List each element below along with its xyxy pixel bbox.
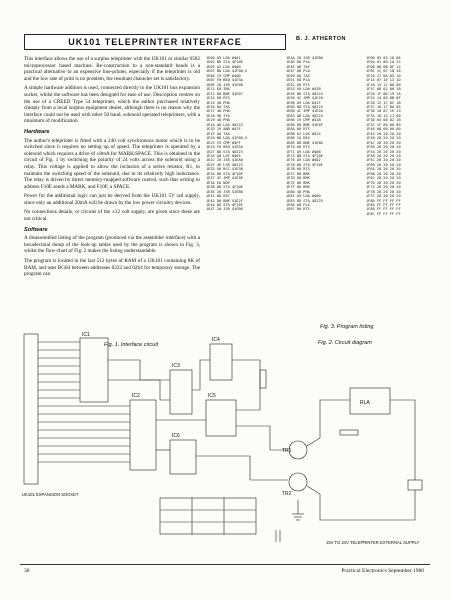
publication-footer: Practical Electronics September 1980 [341, 568, 424, 574]
paragraph: The program is located in the last 512 bytes of RAM of a UK101 containing 8K of RAM, and uses BG84 between addresses 0222 and 0264 for temporary storage. The program can [24, 258, 200, 278]
tr1-label: TR1 [282, 448, 292, 454]
expansion-socket-label: UK101 EXPANSION SOCKET [22, 492, 79, 497]
paragraph: No connections details, or circuits of the ±12 volt supply, are given since these are not critical. [24, 209, 200, 223]
tr2-transistor [289, 473, 307, 491]
resistor [260, 370, 266, 388]
listing-column-3: 1F00 05 03 18 0E 1F04 01 0D 1A 14 1F08 06 0B 0F 12 1F0C 1C 0C 18 16 1F10 17 0A 05 10 1F14 07 1E 13 1D 1F18 15 11 00 00 1F1C 08 02 00 1B 1F20 1F 0D 19 1A 1F24 14 06 0B 0F 1F28 12 1C 0C 18 1F2C 16 17 0A 05 1F30 10 07 1E 13 1F34 1D 15 11 00 1F38 04 08 02 1B 1F3C 1F 00 00 00 1F40 00 00 00 00 1F44 20 20 20 20 1F48 20 20 20 20 1F4C 20 20 20 20 1F50 20 20 20 20 1F54 20 20 20 20 1F58 20 20 20 20 1F5C 20 20 20 20 1F60 20 20 20 20 1F64 20 20 20 20 1F68 20 20 20 20 1F6C 20 20 20 20 1F70 20 20 20 20 1F74 20 20 20 20 1F78 20 20 20 20 1F7C 20 20 20 20 1F80 FF FF FF FF 1F84 FF FF FF FF 1F88 FF FF FF FF 1F8C FF FF FF FF [366, 56, 401, 216]
paragraph: A disassembled listing of the program (produced via the assembler interface) with a hexadecimal dump of the look-up tables used by the program is shown in Fig. 3, whilst the flow-chart of Fig. 2 makes the listing understandable. [24, 235, 200, 255]
footer-rule [20, 564, 430, 565]
expansion-socket [24, 334, 38, 484]
resistor [340, 430, 358, 435]
section-heading-software: Software [24, 226, 48, 233]
section-heading-hardware: Hardware [24, 128, 50, 135]
ic6-chip [170, 440, 196, 474]
interface-schematic [20, 330, 440, 568]
tr2-label: TR2 [282, 491, 292, 497]
figure-caption-circuit: Fig. 2. Circuit diagram [318, 340, 372, 346]
ic5-label: IC5 [208, 393, 216, 399]
ic3-label: IC3 [172, 363, 180, 369]
paragraph: A simple hardware addition is used, connected directly to the UK101 bus expansion socket, whilst the software has been designed for ease of use. Description centres on the use of a CREED Type 54 teleprinter, which the author purchased relatively cheaply from a local surplus equipment dealer, although there is no reason why the interface could not be used with other 50 baud, solenoid operated teleprinters, with a minimum of modification. [24, 85, 200, 125]
page-number: 38 [24, 568, 30, 574]
article-body [24, 56, 200, 281]
relay-label: RLA [360, 400, 370, 406]
figure-caption-interface: Fig. 1. Interface circuit [104, 342, 159, 348]
article-author: B. J. ATHERTON [296, 36, 346, 42]
figure-caption-listing: Fig. 3. Program listing [320, 324, 374, 330]
ic6-label: IC6 [172, 433, 180, 439]
listing-column-1: 1E00 A9 LDA #$01 1E02 8D STA $F10E 1E05 A2 LDX #$00 1E07 BD LDA $1F00,X 1E0A C9 CMP #$0D 1E0C F0 BEQ $1E3A 1E0E 20 JSR $1E80 1E11 E8 INX 1E12 D0 BNE $1E07 1E14 60 RTS 1E15 48 PHA 1E16 8A TXA 1E17 48 PHA 1E18 98 TYA 1E19 48 PHA 1E1A AD LDA $0222 1E1D 29 AND #$7F 1E1F AA TAX 1E20 BD LDA $1F80,X 1E23 C9 CMP #$FF 1E25 F0 BEQ $1E5A 1E27 8D STA $0223 1E2A A0 LDY #$05 1E2C 20 JSR $1EA0 1E2F 4E LSR $0223 1E32 90 BCC $1E3B 1E34 8D STA $F10F 1E37 4C JMP $1E3E 1E3A EA NOP 1E3B 8D STA $F10E 1E3E 20 JSR $1EB0 1E41 88 DEY 1E42 D0 BNE $1E2F 1E44 8D STA $F10F 1E47 20 JSR $1EB0 [206, 56, 248, 212]
ic1-label: IC1 [82, 332, 90, 338]
ic4-label: IC4 [212, 337, 220, 343]
external-supply-label: 15V TO 24V TELEPRINTER EXTERNAL SUPPLY [326, 540, 420, 545]
ic2-label: IC2 [132, 393, 140, 399]
tr1-transistor [289, 441, 307, 459]
listing-column-2: 1E4A 20 JSR $1EB0 1E4D 68 PLA 1E4E A8 TAY 1E4F 68 PLA 1E50 AA TAX 1E51 68 PLA 1E52 60 RTS 1E53 A9 LDA #$1B 1E55 8D STA $0224 1E58 4C JMP $1E2A 1E5B A9 LDA #$1F 1E5D 8D STA $0224 1E60 4C JMP $1E2A 1E63 AD LDA $0224 1E66 C9 CMP #$1B 1E68 D0 BNE $1E6F 1E6A 60 RTS 1E6B A2 LDX #$14 1E6D CA DEX 1E6E D0 BNE $1E6D 1E70 60 RTS 1E71 A9 LDA #$08 1E73 8D STA $F10E 1E76 A9 LDA #$02 1E78 8D STA $F10F 1E7B 60 RTS 1E7C 00 BRK 1E7D 00 BRK 1E7E 00 BRK 1E7F 00 BRK 1E80 48 PHA 1E81 A9 LDA #$00 1E83 8D STA $0225 1E86 68 PLA 1E87 60 RTS [286, 56, 323, 212]
pinout-table [160, 498, 256, 534]
article-title: UK101 TELEPRINTER INTERFACE [24, 34, 286, 50]
ic4-chip [210, 344, 232, 380]
paragraph: Power for the additional logic can just be derived from the UK101 5V rail supply, since only an additional 20mA will be drawn by the low power circuitry devices. [24, 193, 200, 206]
paragraph: The author's teleprinter is fitted with a 240 volt synchronous motor which is to be switched since it requires no setting up of speed. The teleprinter is operated by a solenoid which requires a drive of ±8mA for MARK/SPACE. This is obtained in the circuit of Fig. 1 by switching the polarity of 24 volts across the solenoid using a relay. This voltage is applied to allow the inclusion of a series resistor, R1, to maintain the switching speed of the solenoid, due to its relatively high inductance. The relay is driven by direct memory-mapped software control, such that writing to address F10E sends a MARK, and F10F, a SPACE. [24, 137, 200, 190]
ic2-chip [130, 400, 156, 470]
ic3-chip [170, 370, 192, 414]
relay-coil [350, 388, 390, 414]
ic5-chip [206, 400, 236, 436]
teleprinter-solenoid [408, 480, 422, 490]
intro-paragraph: This interface allows the use of a surplus teleprinter with the UK101 or similar 6502 microprocessor based machine. Re-construction to a non-standard bauds is a practical alternative to an expensive line-printer, especially if the teleprinter is old and the low rate of print is no problem, the resultant character set is satisfactory. [24, 56, 200, 82]
